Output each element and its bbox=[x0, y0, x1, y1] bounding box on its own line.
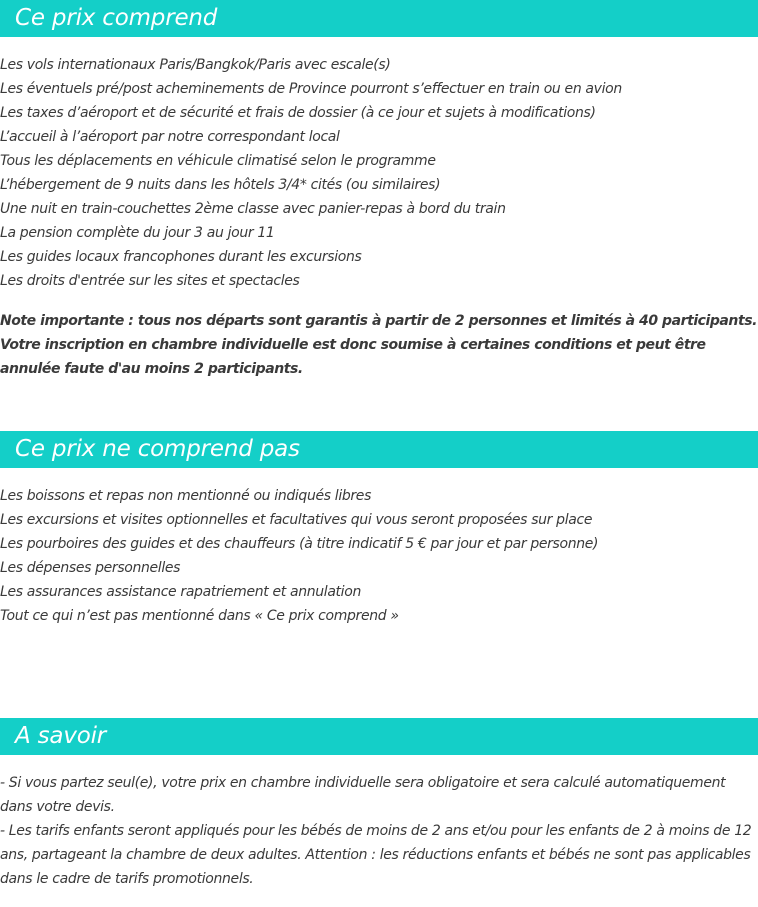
included-item: L’accueil à l’aéroport par notre correspondant local bbox=[0, 129, 340, 145]
included-item: Les éventuels pré/post acheminements de Province pourront s’effectuer en train ou en avion bbox=[0, 81, 622, 97]
excluded-item: Les assurances assistance rapatriement et annulation bbox=[0, 584, 361, 600]
included-item: Une nuit en train-couchettes 2ème classe avec panier-repas à bord du train bbox=[0, 201, 506, 217]
included-item: L’hébergement de 9 nuits dans les hôtels 3/4* cités (ou similaires) bbox=[0, 177, 441, 193]
section-title-a-savoir: A savoir bbox=[0, 718, 758, 755]
included-item: Les taxes d’aéroport et de sécurité et frais de dossier (à ce jour et sujets à modifications) bbox=[0, 105, 596, 121]
excluded-item: Les dépenses personnelles bbox=[0, 560, 181, 576]
excluded-item: Tout ce qui n’est pas mentionné dans « Ce prix comprend » bbox=[0, 608, 399, 624]
excluded-item: Les excursions et visites optionnelles et facultatives qui vous seront proposées sur place bbox=[0, 512, 593, 528]
included-item: La pension complète du jour 3 au jour 11 bbox=[0, 225, 275, 241]
excluded-item: Les boissons et repas non mentionné ou indiqués libres bbox=[0, 488, 372, 504]
included-item: Tous les déplacements en véhicule climatisé selon le programme bbox=[0, 153, 436, 169]
info-paragraph: - Les tarifs enfants seront appliqués pour les bébés de moins de 2 ans et/ou pour les enfants de 2 à moins de 12 ans, partageant la chambre de deux adultes. Attention : les réductions enfants et bébés ne sont pas applicables dans le cadre de tarifs promotionnels. bbox=[0, 823, 752, 887]
section-title-ce-prix-comprend: Ce prix comprend bbox=[0, 0, 758, 37]
included-item: Les droits d'entrée sur les sites et spectacles bbox=[0, 273, 300, 289]
included-item: Les guides locaux francophones durant les excursions bbox=[0, 249, 362, 265]
section-title-ce-prix-ne-comprend-pas: Ce prix ne comprend pas bbox=[0, 431, 758, 468]
excluded-item: Les pourboires des guides et des chauffeurs (à titre indicatif 5 € par jour et par personne) bbox=[0, 536, 599, 552]
included-item: Les vols internationaux Paris/Bangkok/Paris avec escale(s) bbox=[0, 57, 391, 73]
important-note: Note importante : tous nos départs sont garantis à partir de 2 personnes et limités à 40 participants. Votre inscription en chambre individuelle est donc soumise à certaines conditions et peut être annulée faute d'au moins 2 participants. bbox=[0, 313, 757, 377]
info-paragraph: - Si vous partez seul(e), votre prix en chambre individuelle sera obligatoire et sera calculé automatiquement dans votre devis. bbox=[0, 775, 726, 815]
